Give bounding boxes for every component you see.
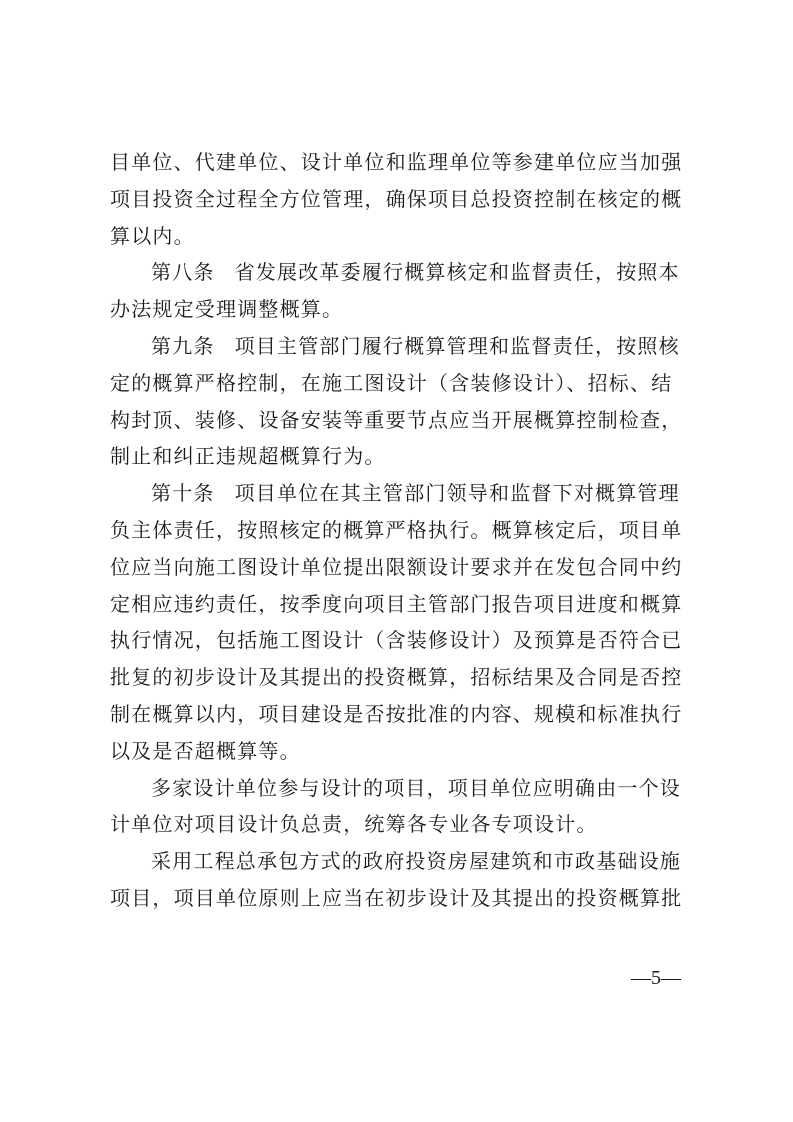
article-10-paragraph bbox=[110, 475, 686, 769]
text-line: 批复的初步设计及其提出的投资概算，招标结果及合同是否控 bbox=[110, 665, 683, 690]
page-number: —5— bbox=[631, 967, 681, 989]
general-contracting-paragraph bbox=[110, 843, 686, 917]
text-line bbox=[110, 328, 686, 365]
text-line: 制止和纠正违规超概算行为。 bbox=[110, 444, 386, 469]
text-line bbox=[110, 475, 686, 512]
text-line: 算以内。 bbox=[110, 223, 195, 248]
text-line: 以及是否超概算等。 bbox=[110, 738, 301, 763]
text-line: 定的概算严格控制，在施工图设计（含装修设计）、招标、结 bbox=[110, 370, 673, 395]
text-line: 办法规定受理调整概算。 bbox=[110, 297, 344, 322]
text-line-content: 省发展改革委履行概算核定和监督责任，按照本 bbox=[234, 260, 680, 285]
text-line: 定相应违约责任，按季度向项目主管部门报告项目进度和概算 bbox=[110, 591, 683, 616]
article-number: 第十条 bbox=[151, 481, 215, 506]
text-line-content: 项目主管部门履行概算管理和监督责任，按照核 bbox=[234, 333, 680, 358]
text-line: 目单位、代建单位、设计单位和监理单位等参建单位应当加强 bbox=[110, 150, 683, 174]
text-line-content: 项目单位在其主管部门领导和监督下对概算管理 bbox=[234, 481, 680, 506]
text-line: 多家设计单位参与设计的项目，项目单位应明确由一个设 bbox=[151, 775, 681, 800]
article-number: 第九条 bbox=[151, 333, 215, 358]
text-line: 执行情况，包括施工图设计（含装修设计）及预算是否符合已 bbox=[110, 628, 683, 653]
text-line: 项目，项目单位原则上应当在初步设计及其提出的投资概算批 bbox=[110, 885, 683, 910]
text-line: 计单位对项目设计负总责，统筹各专业各专项设计。 bbox=[110, 812, 598, 837]
text-line: 负主体责任，按照核定的概算严格执行。概算核定后，项目单 bbox=[110, 517, 683, 542]
text-line: 位应当向施工图设计单位提出限额设计要求并在发包合同中约 bbox=[110, 554, 683, 579]
body-text bbox=[110, 144, 686, 917]
text-line: 构封顶、装修、设备安装等重要节点应当开展概算控制检查， bbox=[110, 407, 683, 432]
text-line: 制在概算以内，项目建设是否按批准的内容、规模和标准执行 bbox=[110, 701, 683, 726]
design-units-paragraph bbox=[110, 770, 686, 844]
article-8-paragraph bbox=[110, 254, 686, 328]
text-line: 项目投资全过程全方位管理，确保项目总投资控制在核定的概 bbox=[110, 186, 683, 211]
text-line: 采用工程总承包方式的政府投资房屋建筑和市政基础设施 bbox=[151, 849, 681, 874]
text-line bbox=[110, 254, 686, 291]
article-number: 第八条 bbox=[151, 260, 215, 285]
article-9-paragraph bbox=[110, 328, 686, 475]
paragraph-continuation bbox=[110, 144, 686, 254]
